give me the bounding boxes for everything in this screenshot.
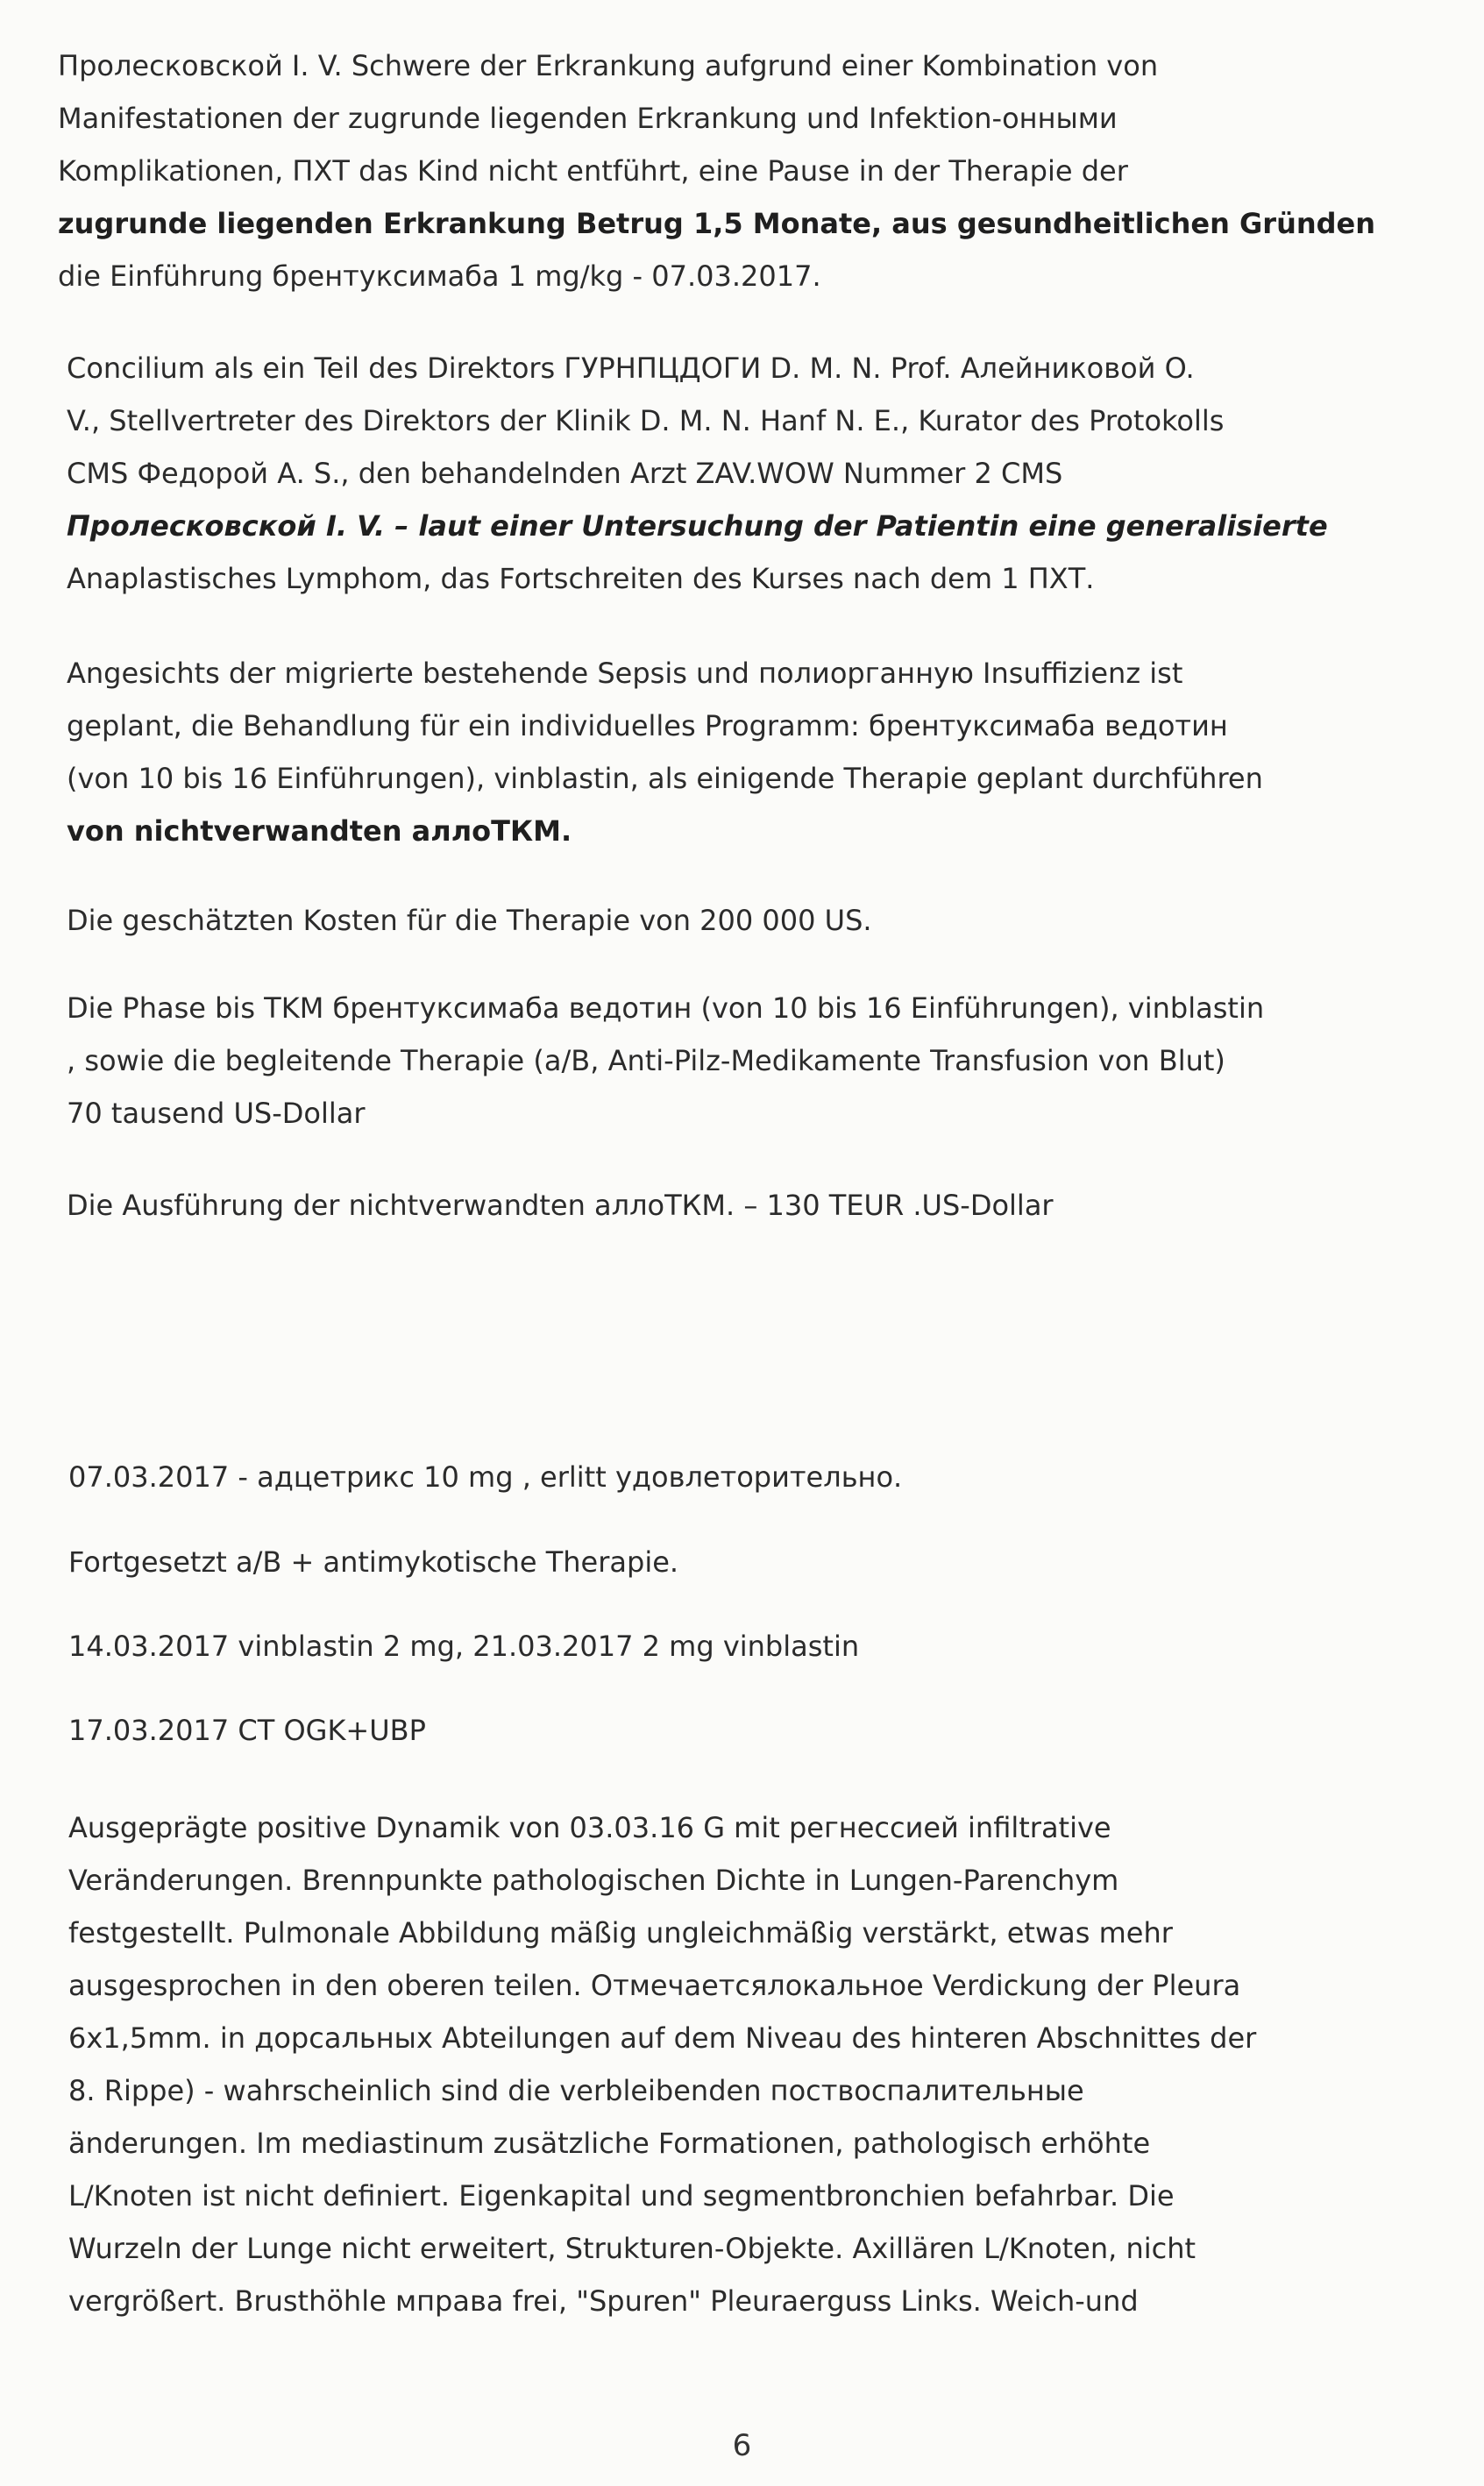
text-line: Concilium als ein Teil des Direktors ГУРНПЦДОГИ D. M. N. Prof. Алейниковой O. [67, 352, 1195, 385]
text-line: Die geschätzten Kosten für die Therapie von 200 000 US. [67, 904, 872, 937]
page-number: 6 [732, 2428, 752, 2463]
text-line: geplant, die Behandlung für ein individuelles Programm: брентуксимаба ведотин [67, 709, 1228, 742]
text-line: Komplikationen, ПХТ das Kind nicht entführt, eine Pause in der Therapie der [58, 154, 1128, 188]
text-line: 6x1,5mm. in дорсальных Abteilungen auf dem Niveau des hinteren Abschnittes der [68, 2021, 1257, 2055]
text-line: (von 10 bis 16 Einführungen), vinblastin, als einigende Therapie geplant durchführen [67, 762, 1263, 795]
text-line: Die Ausführung der nichtverwandten аллоТКМ. – 130 TEUR .US-Dollar [67, 1189, 1054, 1222]
text-line: zugrunde liegenden Erkrankung Betrug 1,5 Monate, aus gesundheitlichen Gründen [58, 207, 1376, 240]
text-line: Пролесковской I. V. Schwere der Erkrankung aufgrund einer Kombination von [58, 49, 1159, 82]
text-line: 14.03.2017 vinblastin 2 mg, 21.03.2017 2 mg vinblastin [68, 1630, 860, 1663]
text-line: CMS Федорой A. S., den behandelnden Arzt ZAV.WOW Nummer 2 CMS [67, 457, 1063, 490]
text-line: L/Knoten ist nicht definiert. Eigenkapital und segmentbronchien befahrbar. Die [68, 2179, 1175, 2213]
text-line: die Einführung брентуксимаба 1 mg/kg - 07.03.2017. [58, 259, 821, 293]
text-line: Ausgeprägte positive Dynamik von 03.03.16 G mit регнессией infiltrative [68, 1811, 1111, 1844]
text-line: Manifestationen der zugrunde liegenden Erkrankung und Infektion-онными [58, 102, 1118, 135]
text-line: festgestellt. Pulmonale Abbildung mäßig ungleichmäßig verstärkt, etwas mehr [68, 1916, 1173, 1950]
paragraph-phase [67, 982, 1417, 1140]
paragraph-history [58, 39, 1408, 302]
paragraph-ct [68, 1704, 1418, 1757]
text-line: , sowie die begleitende Therapie (a/B, Anti-Pilz-Medikamente Transfusion von Blut) [67, 1044, 1225, 1077]
paragraph-plan [67, 647, 1417, 857]
text-line: 8. Rippe) - wahrscheinlich sind die verbleibenden поствоспалительные [68, 2074, 1084, 2107]
text-line: 70 tausend US-Dollar [67, 1097, 366, 1130]
text-line: Angesichts der migrierte bestehende Sepsis und полиорганную Insuffizienz ist [67, 657, 1183, 690]
text-line: Die Phase bis TKM брентуксимаба ведотин (von 10 bis 16 Einführungen), vinblastin [67, 991, 1265, 1025]
text-line: 17.03.2017 CT OGK+UBP [68, 1714, 426, 1747]
paragraph-continued [68, 1536, 1418, 1588]
text-line: V., Stellvertreter des Direktors der Klinik D. M. N. Hanf N. E., Kurator des Protokolls [67, 404, 1225, 437]
paragraph-adcetris [68, 1451, 1418, 1503]
text-line: Fortgesetzt a/B + antimykotische Therapie. [68, 1545, 679, 1579]
paragraph-findings [68, 1801, 1418, 2327]
text-line: ausgesprochen in den oberen teilen. Отмечаетсялокальное Verdickung der Pleura [68, 1969, 1241, 2002]
paragraph-execution [67, 1179, 1417, 1232]
text-line: 07.03.2017 - адцетрикс 10 mg , erlitt удовлеторительно. [68, 1460, 903, 1494]
paragraph-concilium [67, 342, 1417, 605]
text-line: Пролесковской I. V. – laut einer Untersuchung der Patientin eine generalisierte [67, 509, 1328, 543]
text-line: von nichtverwandten аллоТКМ. [67, 814, 572, 848]
text-line: änderungen. Im mediastinum zusätzliche Formationen, pathologisch erhöhte [68, 2127, 1151, 2160]
paragraph-costs [67, 894, 1417, 947]
text-line: vergrößert. Brusthöhle мправа frei, "Spuren" Pleuraerguss Links. Weich-und [68, 2284, 1139, 2318]
paragraph-vinblastin [68, 1620, 1418, 1673]
text-line: Wurzeln der Lunge nicht erweitert, Strukturen-Objekte. Axillären L/Knoten, nicht [68, 2232, 1196, 2265]
text-line: Anaplastisches Lymphom, das Fortschreiten des Kurses nach dem 1 ПХТ. [67, 562, 1095, 595]
text-line: Veränderungen. Brennpunkte pathologischen Dichte in Lungen-Parenchym [68, 1864, 1119, 1897]
